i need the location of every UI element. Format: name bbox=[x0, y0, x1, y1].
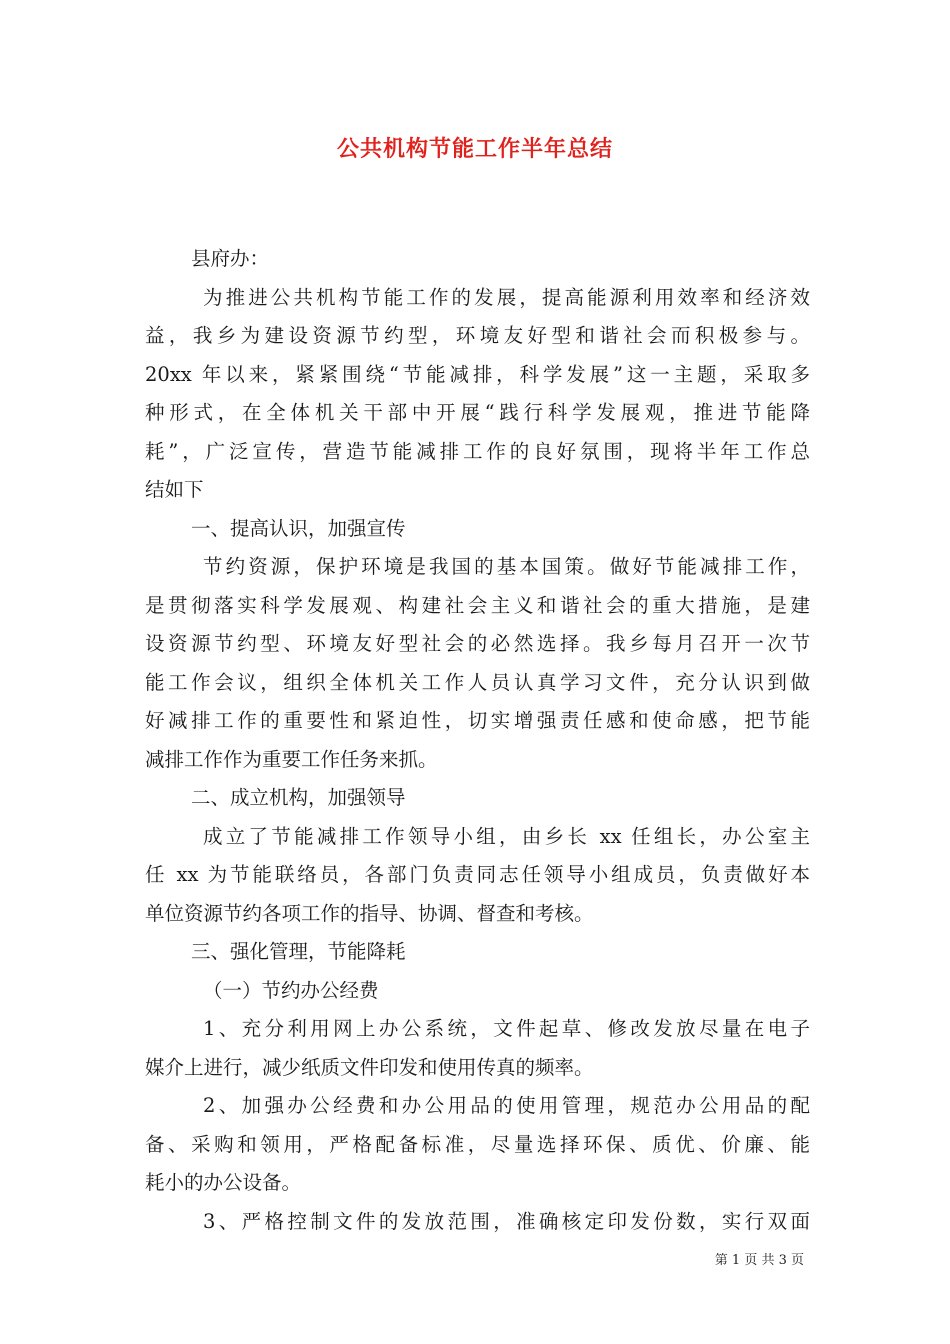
paragraph-line: 单位资源节约各项工作的指导、协调、督查和考核。 bbox=[145, 901, 594, 925]
paragraph-line: 2、加强办公经费和办公用品的使用管理，规范办公用品的配 bbox=[203, 1094, 810, 1117]
paragraph-line: 3、严格控制文件的发放范围，准确核定印发份数，实行双面 bbox=[203, 1209, 810, 1233]
paragraph-line: 耗”，广泛宣传，营造节能减排工作的良好氛围，现将半年工作总 bbox=[145, 439, 810, 463]
document-title: 公共机构节能工作半年总结 bbox=[336, 136, 613, 162]
paragraph-line: 益，我乡为建设资源节约型，环境友好型和谐社会而积极参与。 bbox=[145, 324, 810, 347]
paragraph-line: 好减排工作的重要性和紧迫性，切实增强责任感和使命感，把节能 bbox=[145, 709, 810, 732]
paragraph-line: 耗小的办公设备。 bbox=[145, 1171, 302, 1194]
section-heading: 二、成立机构，加强领导 bbox=[191, 786, 406, 809]
paragraph-line: 结如下 bbox=[145, 478, 204, 501]
paragraph-line: 任 xx 为节能联络员，各部门负责同志任领导小组成员，负责做好本 bbox=[145, 863, 810, 886]
paragraph-line: 设资源节约型、环境友好型社会的必然选择。我乡每月召开一次节 bbox=[145, 632, 810, 655]
section-heading: 三、强化管理，节能降耗 bbox=[191, 940, 406, 963]
paragraph-line: 是贯彻落实科学发展观、构建社会主义和谐社会的重大措施，是建 bbox=[145, 593, 810, 617]
salutation: 县府办： bbox=[191, 247, 270, 270]
paragraph-line: 备、采购和领用，严格配备标准，尽量选择环保、质优、价廉、能 bbox=[145, 1132, 810, 1156]
page-number: 第 1 页 共 3 页 bbox=[714, 1253, 804, 1268]
paragraph-line: 1、充分利用网上办公系统，文件起草、修改发放尽量在电子 bbox=[203, 1017, 810, 1040]
paragraph-line: 减排工作作为重要工作任务来抓。 bbox=[145, 747, 438, 771]
subsection-heading: （一）节约办公经费 bbox=[203, 978, 379, 1002]
paragraph-line: 媒介上进行，减少纸质文件印发和使用传真的频率。 bbox=[145, 1055, 594, 1079]
section-heading: 一、提高认识，加强宣传 bbox=[191, 516, 406, 540]
document-body bbox=[145, 240, 810, 1241]
paragraph-line: 20xx 年以来，紧紧围绕“节能减排，科学发展”这一主题，采取多 bbox=[145, 362, 810, 386]
paragraph-line: 为推进公共机构节能工作的发展，提高能源利用效率和经济效 bbox=[203, 285, 810, 309]
paragraph-line: 种形式，在全体机关干部中开展“践行科学发展观，推进节能降 bbox=[145, 401, 810, 424]
paragraph-line: 能工作会议，组织全体机关工作人员认真学习文件，充分认识到做 bbox=[145, 670, 810, 694]
paragraph-line: 成立了节能减排工作领导小组，由乡长 xx 任组长，办公室主 bbox=[203, 824, 810, 848]
paragraph-line: 节约资源，保护环境是我国的基本国策。做好节能减排工作， bbox=[203, 555, 810, 578]
